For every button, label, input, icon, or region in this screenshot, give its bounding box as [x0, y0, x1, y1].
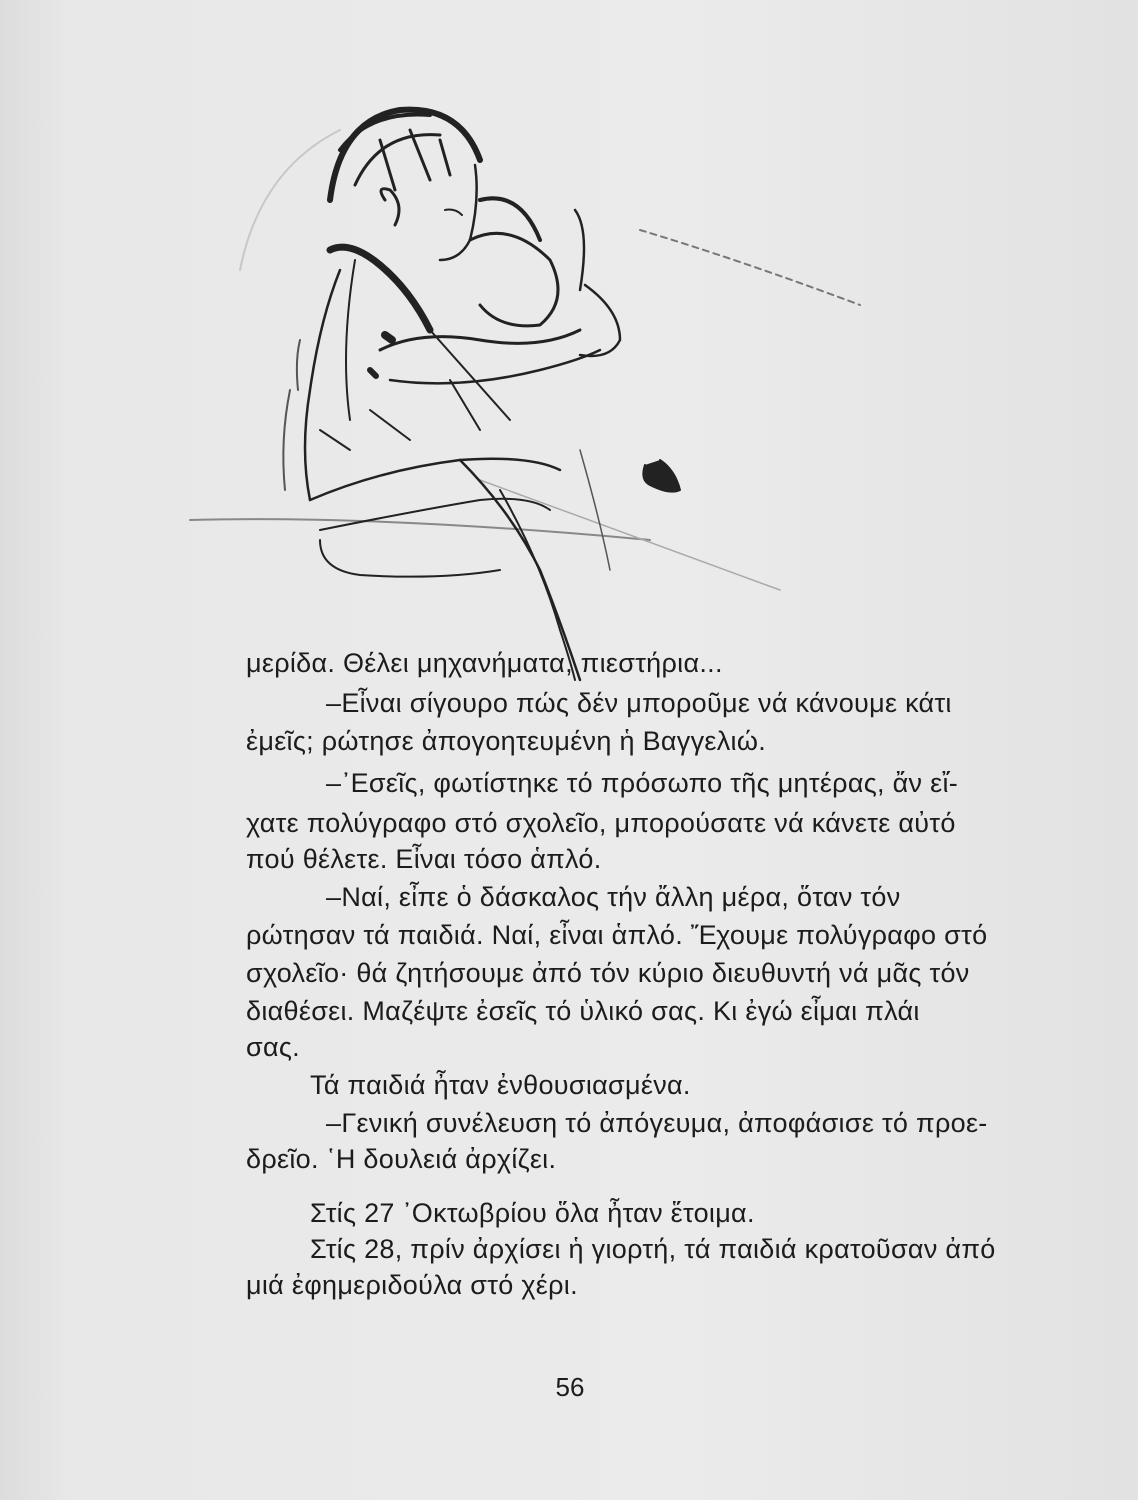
text-line: ρώτησαν τά παιδιά. Ναί, εἶναι ἁπλό. Ἔχουμε πολύγραφο στό	[246, 920, 988, 950]
text-line: –Γενική συνέλευση τό ἀπόγευμα, ἀποφάσισε τό προε-	[326, 1108, 988, 1138]
text-line: μιά ἐφημεριδούλα στό χέρι.	[246, 1270, 578, 1300]
page-number: 56	[555, 1372, 585, 1402]
text-line: πού θέλετε. Εἶναι τόσο ἁπλό.	[246, 844, 602, 874]
text-line: δρεῖο. ῾Η δουλειά ἀρχίζει.	[246, 1144, 557, 1174]
text-line: μερίδα. Θέλει μηχανήματα, πιεστήρια...	[246, 648, 723, 678]
text-line: Στίς 27 ᾿Οκτωβρίου ὅλα ἦταν ἕτοιμα.	[310, 1198, 755, 1228]
text-line: χατε πολύγραφο στό σχολεῖο, μπορούσατε νά κάνετε αὐτό	[246, 808, 956, 838]
text-line: Τά παιδιά ἦταν ἐνθουσιασμένα.	[310, 1070, 691, 1100]
text-line: –Ναί, εἶπε ὁ δάσκαλος τήν ἄλλη μέρα, ὅταν τόν	[326, 882, 901, 912]
text-line: σας.	[246, 1032, 300, 1062]
text-line: διαθέσει. Μαζέψτε ἐσεῖς τό ὑλικό σας. Κι ἐγώ εἶμαι πλάι	[246, 996, 920, 1026]
text-line: Στίς 28, πρίν ἀρχίσει ἡ γιορτή, τά παιδιά κρατοῦσαν ἀπό	[310, 1234, 996, 1264]
boy-sketch-illustration-icon	[180, 90, 880, 690]
text-line: σχολεῖο· θά ζητήσουμε ἀπό τόν κύριο διευθυντή νά μᾶς τόν	[246, 958, 970, 988]
text-line: ἐμεῖς; ρώτησε ἀπογοητευμένη ἡ Βαγγελιώ.	[246, 726, 767, 756]
text-line: –᾿Εσεῖς, φωτίστηκε τό πρόσωπο τῆς μητέρας, ἄν εἴ-	[326, 768, 959, 798]
text-line: –Εἶναι σίγουρο πώς δέν μποροῦμε νά κάνουμε κάτι	[326, 688, 952, 718]
